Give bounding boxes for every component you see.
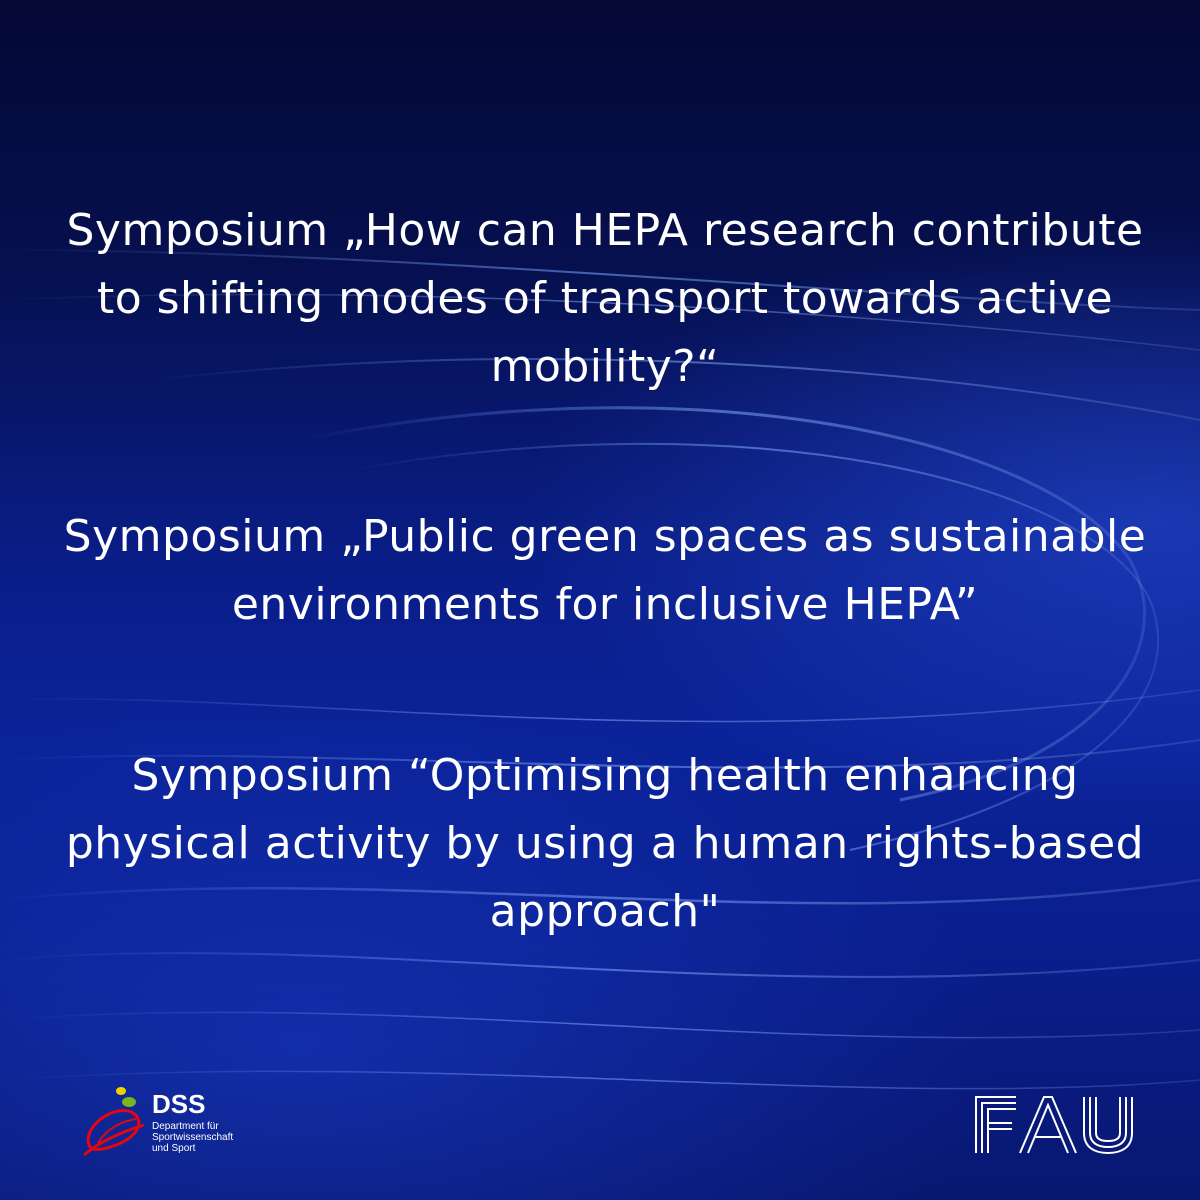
symposium-1-line-1: Symposium „How can HEPA research contribute <box>66 205 1144 256</box>
symposium-3-line-3: approach" <box>489 886 721 937</box>
symposium-1-line-2: to shifting modes of transport towards active <box>96 273 1114 324</box>
symposium-1 <box>60 197 1150 401</box>
symposium-2-line-1: Symposium „Public green spaces as sustainable <box>63 511 1147 562</box>
symposium-2 <box>60 503 1150 639</box>
dss-logo <box>78 1085 278 1165</box>
fau-logo <box>972 1093 1136 1155</box>
symposium-3 <box>60 742 1150 946</box>
fau-wordmark: FAU <box>972 1093 974 1094</box>
dss-acronym: DSS <box>152 1089 206 1119</box>
dss-subtitle: Department für Sportwissenschaft und Sport <box>152 1121 234 1154</box>
dss-emblem-icon <box>78 1085 158 1165</box>
symposium-3-line-1: Symposium “Optimising health enhancing <box>131 750 1079 801</box>
symposium-2-line-2: environments for inclusive HEPA” <box>231 579 979 630</box>
symposium-3-line-2: physical activity by using a human rights-based <box>65 818 1145 869</box>
symposium-1-line-3: mobility?“ <box>490 341 720 392</box>
